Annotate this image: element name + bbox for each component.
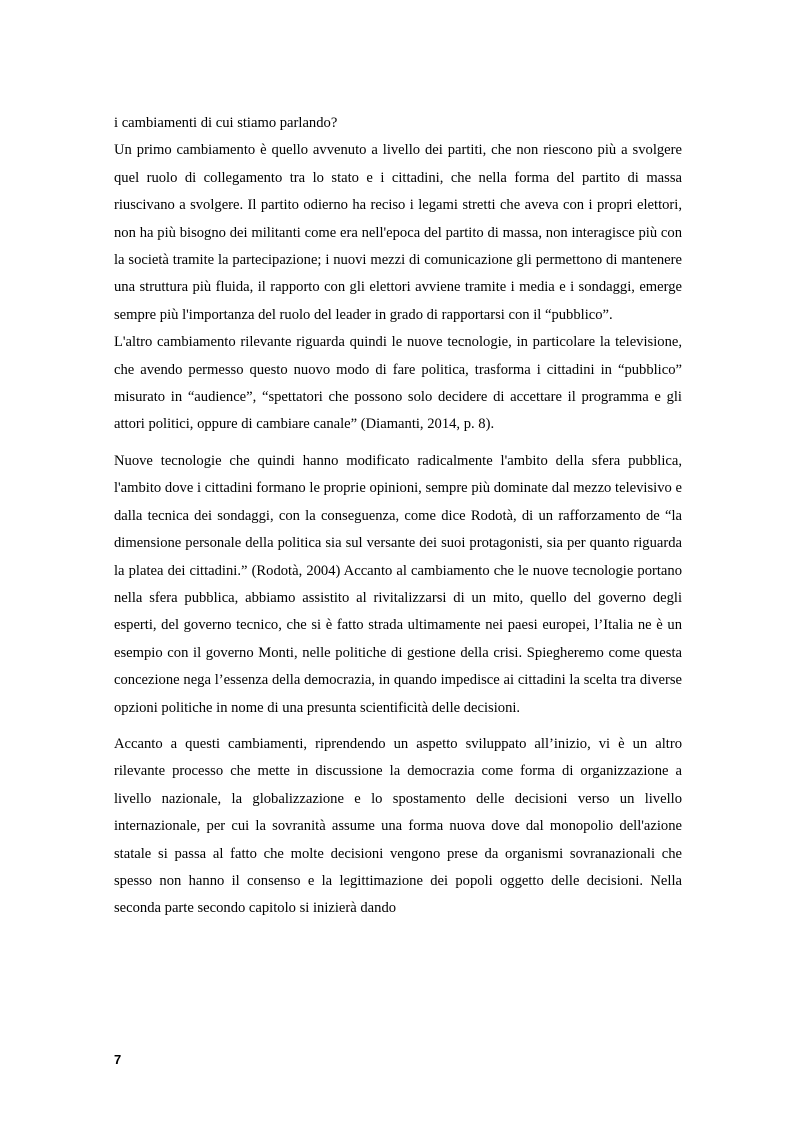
paragraph-globalization: Accanto a questi cambiamenti, riprendendo un aspetto sviluppato all’inizio, vi è un altro rilevante processo che mette in discussione la democrazia come forma di organizzazione a livello nazionale, la globalizzazione e lo spostamento delle decisioni verso un livello internazionale, per cui la sovranità assume una forma nuova dove dal monopolio dell'azione statale si passa al fatto che molte decisioni vengono prese da organismi sovranazionali che spesso non hanno il consenso e la legittimazione dei popoli oggetto delle decisioni. Nella seconda parte secondo capitolo si inizierà dando (114, 735, 682, 917)
paragraph-continuation: i cambiamenti di cui stiamo parlando? (114, 115, 338, 131)
page-number: 7 (114, 1052, 122, 1067)
page-body (114, 110, 682, 923)
paragraph-parties-change: Un primo cambiamento è quello avvenuto a livello dei partiti, che non riescono più a svolgere quel ruolo di collegamento tra lo stato e i cittadini, che nella forma del partito di massa riuscivano a svolgere. Il partito odierno ha reciso i legami stretti che aveva con i propri elettori, non ha più bisogno dei militanti come era nell'epoca del partito di massa, non interagisce più con la società tramite la partecipazione; i nuovi mezzi di comunicazione gli permettono di mantenere una struttura più fluida, il rapporto con gli elettori avviene tramite i media e i sondaggi, emerge sempre più l'importanza del ruolo del leader in grado di rapportarsi con il “pubblico”. (114, 142, 682, 323)
paragraph-new-technologies: L'altro cambiamento rilevante riguarda quindi le nuove tecnologie, in particolare la televisione, che avendo permesso questo nuovo modo di fare politica, trasforma i cittadini in “pubblico” misurato in “audience”, “spettatori che possono solo decidere di accettare il programma e gli attori politici, oppure di cambiare canale” (Diamanti, 2014, p. 8). (114, 334, 682, 433)
paragraph-public-sphere: Nuove tecnologie che quindi hanno modificato radicalmente l'ambito della sfera pubblica, l'ambito dove i cittadini formano le proprie opinioni, sempre più dominate dal mezzo televisivo e dalla tecnica dei sondaggi, con la conseguenza, come dice Rodotà, di un rafforzamento de “la dimensione personale della politica sia sul versante dei suoi protagonisti, sia per quanto riguarda la platea dei cittadini.” (Rodotà, 2004) Accanto al cambiamento che le nuove tecnologie portano nella sfera pubblica, abbiamo assistito al rivitalizzarsi di un mito, quello del governo degli esperti, del governo tecnico, che si è fatto strada ultimamente nei paesi europei, l’Italia ne è un esempio con il governo Monti, nelle politiche di gestione della crisi. Spiegheremo come questa concezione nega l’essenza della democrazia, in quando impedisce ai cittadini la scelta tra diverse opzioni politiche in nome di una presunta scientificità delle decisioni. (114, 452, 682, 716)
